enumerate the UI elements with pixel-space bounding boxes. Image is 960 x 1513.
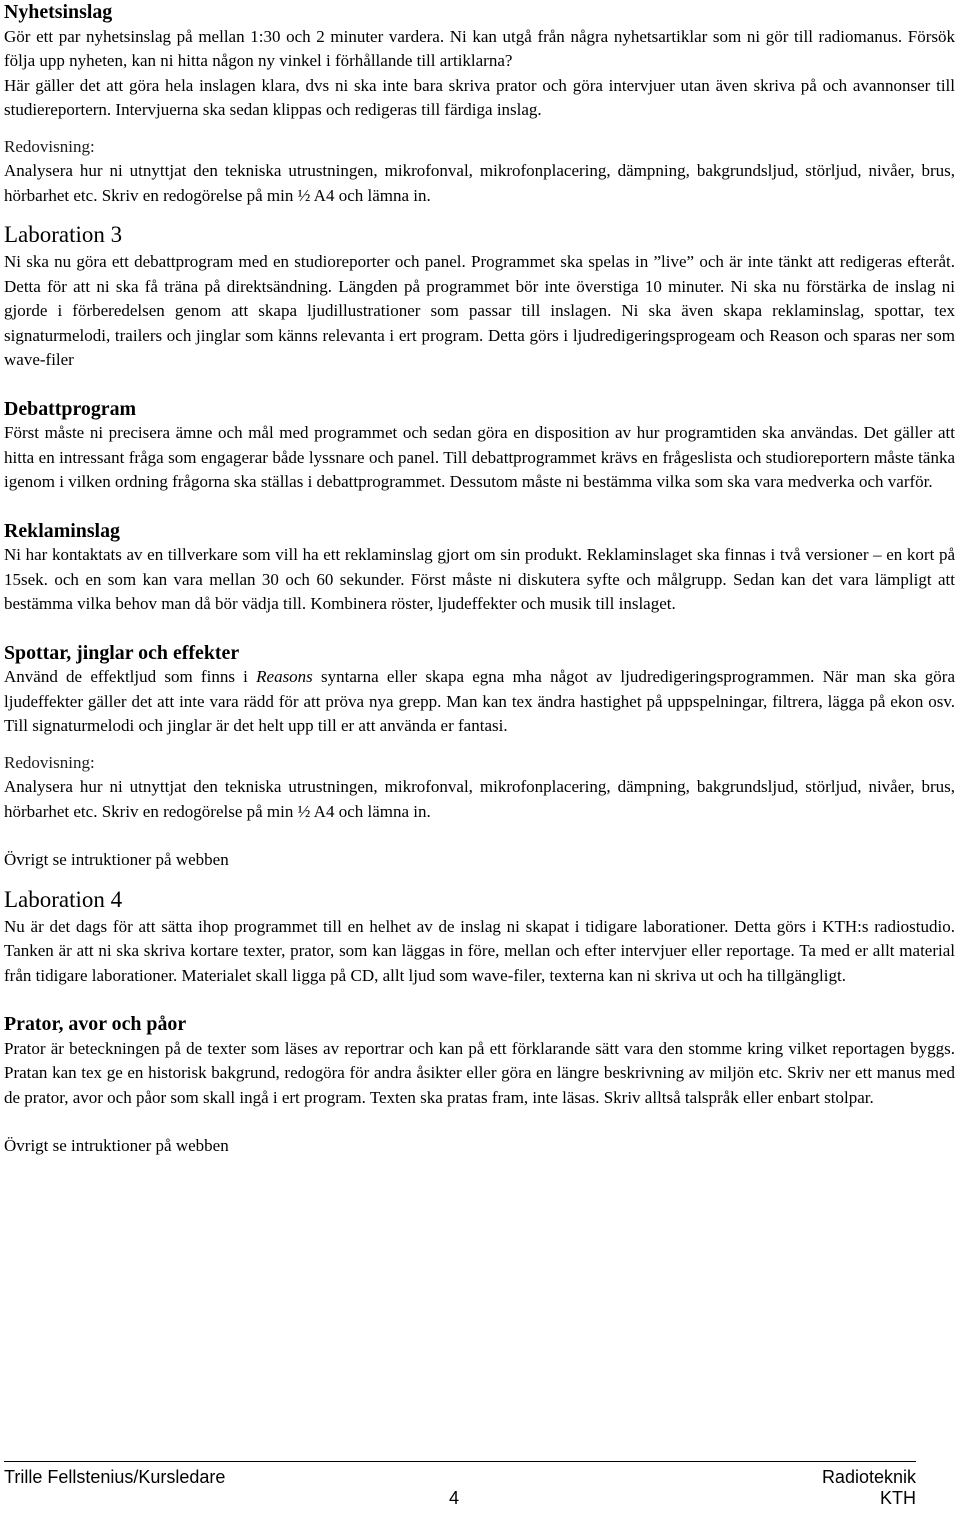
heading-debattprogram: Debattprogram [4,397,137,420]
paragraph-reklaminslag: Ni har kontaktats av en tillverkare som vill ha ett reklaminslag gjort om sin produkt. Reklaminslaget ska finnas i två versioner – en kort på 15sek. och en som kan vara mellan 30 och 60 sekunder. Först måste ni diskutera syfte och målgrupp. Sedan kan det vara lämpligt att bestämma vilka behov man då bör vädja till. Kombinera röster, ljudeffekter och musik till inslaget. [4,545,955,613]
heading-prator: Prator, avor och påor [4,1013,187,1035]
heading-spottar: Spottar, jinglar och effekter [4,641,240,664]
ovrigt-instructions-1: Övrigt se intruktioner på webben [4,850,229,869]
paragraph-prator: Prator är beteckningen på de texter som läses av reportrar och kan på ett förklarande sätt vara den stomme kring vilket reportagen byggs. Pratan kan tex ge en historisk bakgrund, redogöra för andra åsikter eller göra en längre beskrivning av miljön etc. Skriv ner ett manus med de prator, avor och påor som skall ingå i ert program. Texten ska pratas fram, inte läsas. Skriv alltså talspråk eller enbart stolpar. [4,1038,955,1107]
footer-divider [4,1461,916,1462]
paragraph-redovisning-2: Analysera hur ni utnyttjat den tekniska utrustningen, mikrofonval, mikrofonplacering, dämpning, bakgrundsljud, störljud, nivåer, brus, hörbarhet etc. Skriv en redogörelse på min ½ A4 och lämna in. [4,777,955,821]
footer-page-number: 4 [449,1488,460,1508]
redovisning-label-1: Redovisning: [4,136,95,156]
heading-laboration-4: Laboration 4 [4,886,123,912]
paragraph-redovisning-1: Analysera hur ni utnyttjat den tekniska utrustningen, mikrofonval, mikrofonplacering, dämpning, bakgrundsljud, störljud, nivåer, brus, hörbarhet etc. Skriv en redogörelse på min ½ A4 och lämna in. [4,161,955,205]
paragraph-laboration-4: Nu är det dags för att sätta ihop programmet till en helhet av de inslag ni skapat i tidigare laborationer. Detta görs i KTH:s radiostudio. Tanken är att ni ska skriva kortare texter, prator, som kan läggas in före, mellan och efter intervjuer eller reportage. Ta med er allt material från tidigare laborationer. Materialet skall ligga på CD, allt ljud som wave-filer, texterna kan ni skriva ut och ha tillgängligt. [4,916,955,985]
page-footer [4,1459,916,1513]
redovisning-label-2: Redovisning: [4,752,95,772]
footer-institution: KTH [880,1488,916,1508]
spottar-text-italic: Reasons [256,667,313,686]
paragraph-laboration-3: Ni ska nu göra ett debattprogram med en studioreporter och panel. Programmet ska spelas in ”live” och är inte tänkt att redigeras efteråt. Detta för att ni ska få träna på direktsändning. Längden på programmet bör inte överstiga 10 minuter. Ni ska nu förstärka de inslag ni gjorde i förberedelsen genom att skapa ljudillustrationer som passar till inslagen. Ni ska även skapa reklaminslag, spottar, tex signaturmelodi, trailers och jinglar som känns relevanta i ert program. Detta görs i ljudredigeringsprogeam och Reason och sparas ner som wave-filer [4,252,955,369]
footer-author: Trille Fellstenius/Kursledare [4,1467,226,1487]
paragraph-nyhetsinslag-2: Här gäller det att göra hela inslagen klara, dvs ni ska inte bara skriva prator och göra intervjuer utan även skriva på och avannonser till studiereportern. Intervjuerna ska sedan klippas och redigeras till färdiga inslag. [4,75,955,119]
paragraph-debattprogram: Först måste ni precisera ämne och mål med programmet och sedan göra en disposition av hur programtiden ska användas. Det gäller att hitta en intressant fråga som engagerar både lyssnare och panel. Till debattprogrammet krävs en frågeslista och studioreportern måste tänka igenom i vilken ordning frågorna ska ställas i debattprogrammet. Dessutom måste ni bestämma vilka som ska vara medverka och varför. [4,423,955,491]
paragraph-nyhetsinslag-1: Gör ett par nyhetsinslag på mellan 1:30 och 2 minuter vardera. Ni kan utgå från några nyhetsartiklar som ni gör till radiomanus. Försök följa upp nyheten, kan ni hitta någon ny vinkel i förhållande till artiklarna? [4,26,955,70]
footer-course: Radioteknik [821,1467,916,1487]
heading-laboration-3: Laboration 3 [4,222,123,247]
heading-reklaminslag: Reklaminslag [4,519,120,542]
heading-nyhetsinslag: Nyhetsinslag [4,1,113,23]
paragraph-spottar [4,665,955,739]
spottar-text-before: Använd de effektljud som finns i [4,667,257,686]
document-page [4,0,955,1159]
spottar-text-after: syntarna eller skapa egna mha något av ljudredigeringsprogrammen. När man ska göra ljudeffekter gäller det att inte vara rädd för att pröva nya grepp. Man kan tex ändra hastighet på uppspelningar, filtrera, lägga på ekon osv. Till signaturmelodi och jinglar är det helt upp till er att använda er fantasi. [4,667,955,735]
ovrigt-instructions-2: Övrigt se intruktioner på webben [4,1136,229,1155]
